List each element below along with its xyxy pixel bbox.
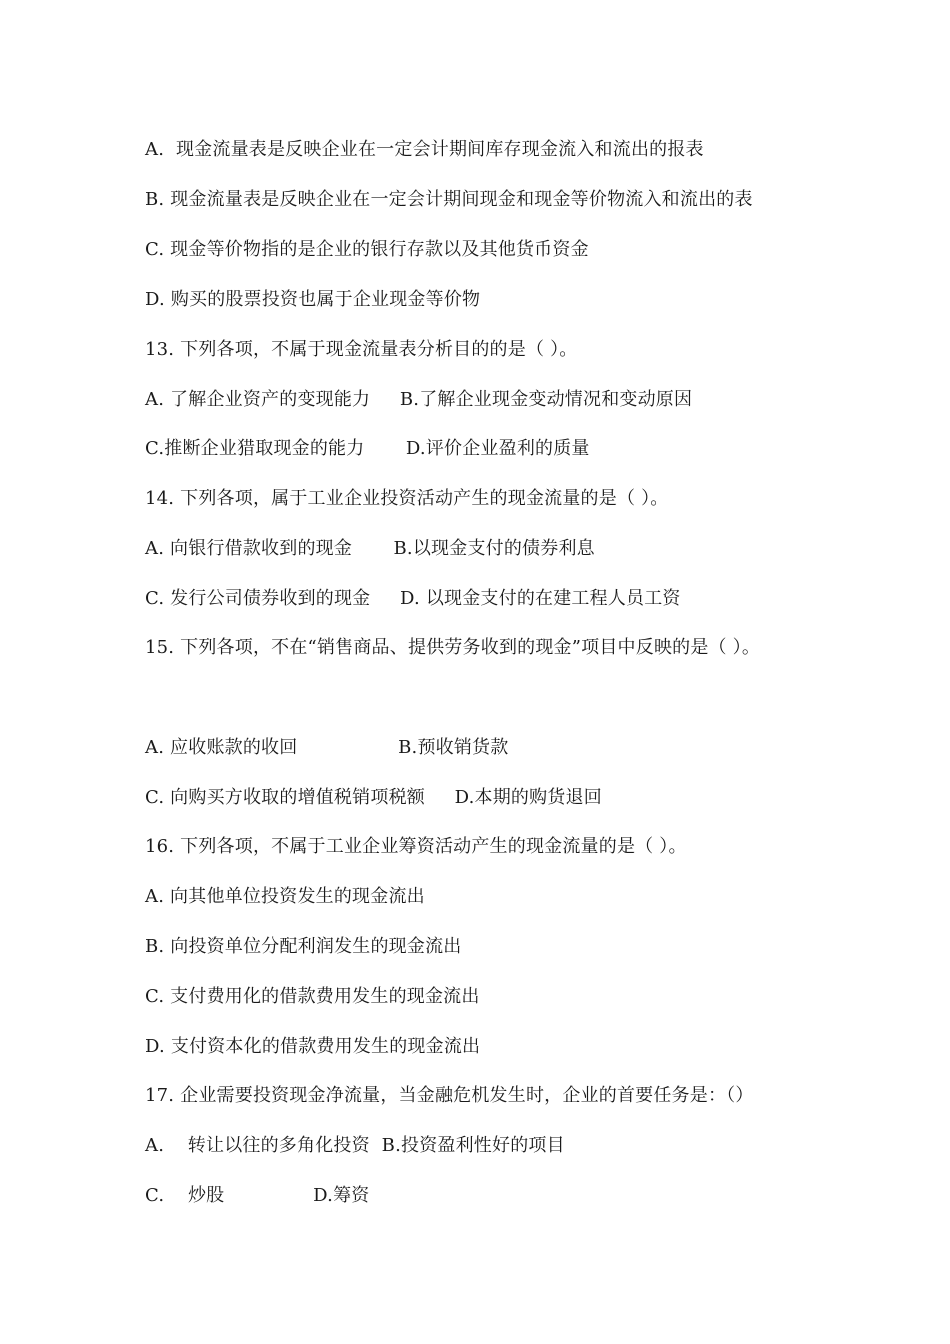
option-line: A. 应收账款的收回 B.预收销货款 [145,737,509,758]
option-line: C.推断企业猎取现金的能力 D.评价企业盈利的质量 [145,438,590,459]
option-line: B. 向投资单位分配利润发生的现金流出 [145,936,462,957]
option-line: A. 向其他单位投资发生的现金流出 [145,886,425,907]
option-line: D. 支付资本化的借款费用发生的现金流出 [145,1036,481,1057]
option-line: A. 向银行借款收到的现金 B.以现金支付的债券利息 [145,538,595,559]
question-line: 14. 下列各项，属于工业企业投资活动产生的现金流量的是（ ）。 [145,488,669,509]
option-line: B. 现金流量表是反映企业在一定会计期间现金和现金等价物流入和流出的表 [145,189,753,210]
option-line: A. 了解企业资产的变现能力 B.了解企业现金变动情况和变动原因 [145,389,693,410]
question-line: 13. 下列各项，不属于现金流量表分析目的的是（ ）。 [145,339,578,360]
option-line: D. 购买的股票投资也属于企业现金等价物 [145,289,481,310]
question-line: 16. 下列各项，不属于工业企业筹资活动产生的现金流量的是（ ）。 [145,836,687,857]
option-line: C. 炒股 D.筹资 [145,1185,370,1206]
option-line: C. 支付费用化的借款费用发生的现金流出 [145,986,480,1007]
option-line: C. 向购买方收取的增值税销项税额 D.本期的购货退回 [145,787,602,808]
question-line: 17. 企业需要投资现金净流量，当金融危机发生时，企业的首要任务是：（） [145,1085,754,1106]
option-line: A. 现金流量表是反映企业在一定会计期间库存现金流入和流出的报表 [145,139,704,160]
option-line: A. 转让以往的多角化投资 B.投资盈利性好的项目 [145,1135,565,1156]
question-line: 15. 下列各项，不在“销售商品、提供劳务收到的现金”项目中反映的是（ ）。 [145,637,761,658]
option-line: C. 现金等价物指的是企业的银行存款以及其他货币资金 [145,239,589,260]
option-line: C. 发行公司债券收到的现金 D. 以现金支付的在建工程人员工资 [145,588,681,609]
